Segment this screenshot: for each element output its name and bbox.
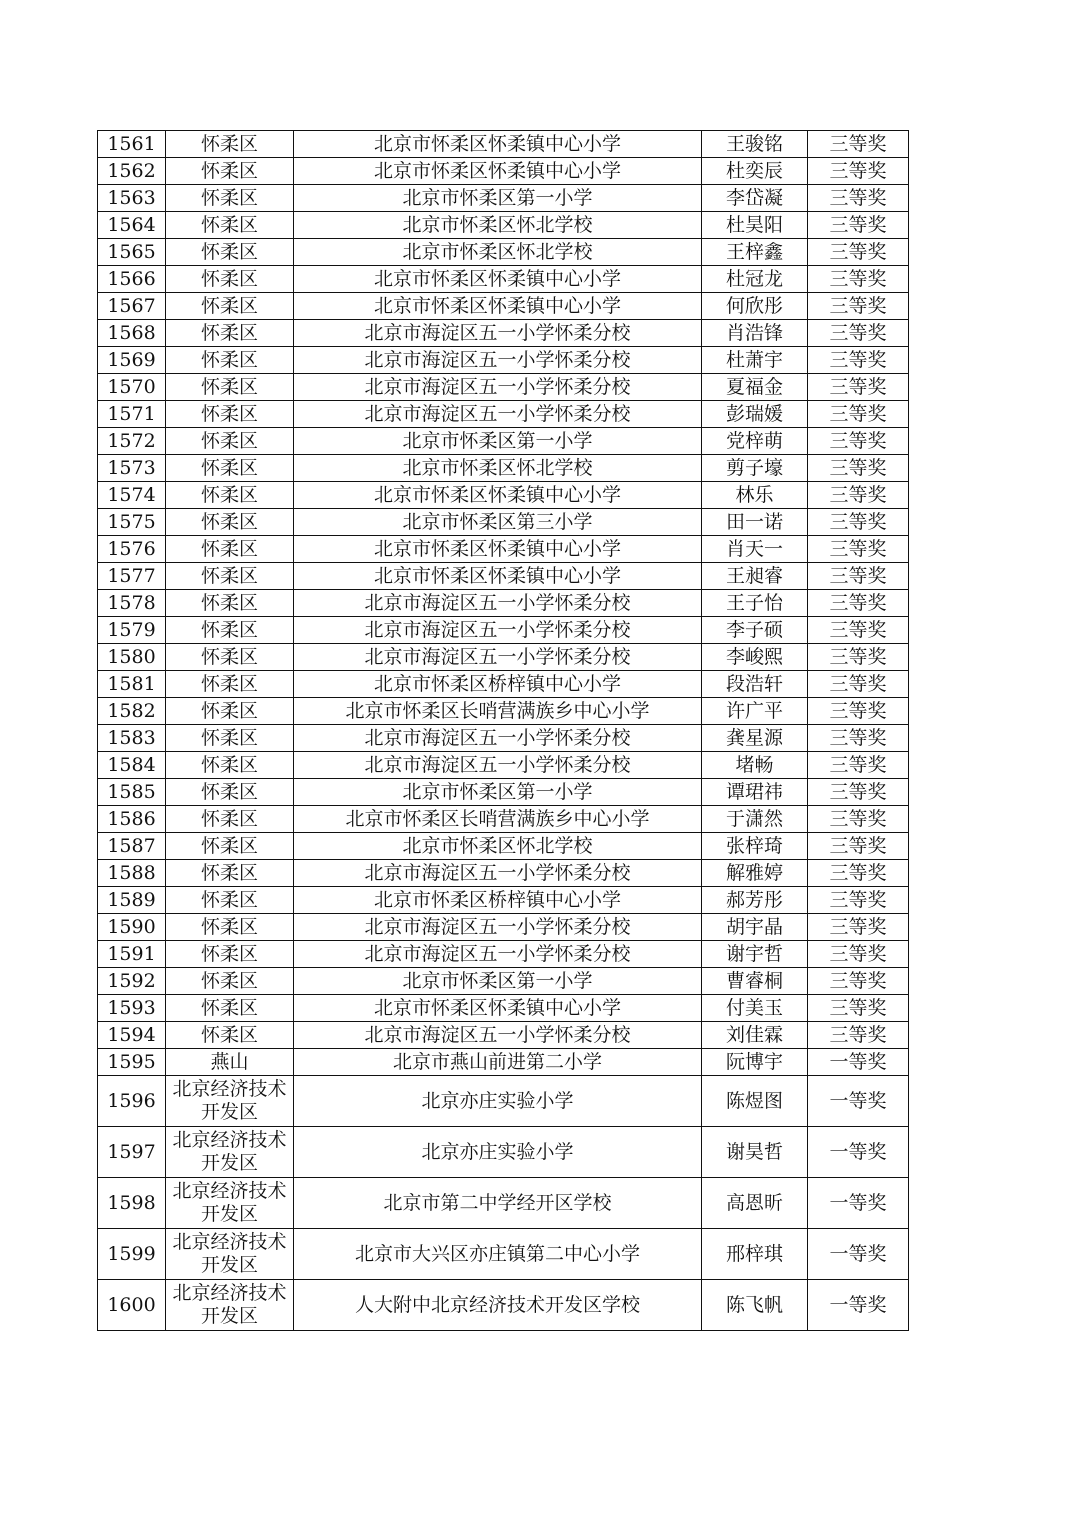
row-number-cell: 1573 [98, 455, 166, 482]
district-cell: 北京经济技术开发区 [166, 1178, 294, 1229]
row-number-cell: 1571 [98, 401, 166, 428]
school-cell: 北京亦庄实验小学 [294, 1127, 702, 1178]
table-row [98, 185, 909, 212]
award-cell: 三等奖 [808, 320, 909, 347]
district-cell: 怀柔区 [166, 428, 294, 455]
row-number-cell: 1592 [98, 968, 166, 995]
award-cell: 三等奖 [808, 995, 909, 1022]
row-number-cell: 1591 [98, 941, 166, 968]
school-cell: 北京市海淀区五一小学怀柔分校 [294, 914, 702, 941]
school-cell: 北京市怀柔区怀柔镇中心小学 [294, 158, 702, 185]
district-cell: 怀柔区 [166, 212, 294, 239]
row-number-cell: 1590 [98, 914, 166, 941]
row-number-cell: 1576 [98, 536, 166, 563]
school-cell: 北京市怀柔区怀柔镇中心小学 [294, 482, 702, 509]
school-cell: 北京市怀柔区怀北学校 [294, 455, 702, 482]
table-row [98, 644, 909, 671]
award-cell: 三等奖 [808, 860, 909, 887]
row-number-cell: 1569 [98, 347, 166, 374]
table-row [98, 1076, 909, 1127]
student-name-cell: 谭珺祎 [702, 779, 808, 806]
award-cell: 一等奖 [808, 1178, 909, 1229]
table-row [98, 914, 909, 941]
award-cell: 三等奖 [808, 374, 909, 401]
student-name-cell: 张梓琦 [702, 833, 808, 860]
school-cell: 北京亦庄实验小学 [294, 1076, 702, 1127]
student-name-cell: 于潇然 [702, 806, 808, 833]
school-cell: 北京市海淀区五一小学怀柔分校 [294, 320, 702, 347]
table-row [98, 212, 909, 239]
school-cell: 北京市第二中学经开区学校 [294, 1178, 702, 1229]
school-cell: 北京市怀柔区长哨营满族乡中心小学 [294, 806, 702, 833]
award-cell: 三等奖 [808, 401, 909, 428]
district-cell: 怀柔区 [166, 158, 294, 185]
student-name-cell: 付美玉 [702, 995, 808, 1022]
table-row [98, 779, 909, 806]
student-name-cell: 杜昊阳 [702, 212, 808, 239]
district-cell: 燕山 [166, 1049, 294, 1076]
award-cell: 一等奖 [808, 1049, 909, 1076]
award-cell: 三等奖 [808, 536, 909, 563]
row-number-cell: 1597 [98, 1127, 166, 1178]
row-number-cell: 1578 [98, 590, 166, 617]
row-number-cell: 1567 [98, 293, 166, 320]
row-number-cell: 1575 [98, 509, 166, 536]
school-cell: 北京市海淀区五一小学怀柔分校 [294, 617, 702, 644]
table-row [98, 509, 909, 536]
award-cell: 三等奖 [808, 644, 909, 671]
district-cell: 北京经济技术开发区 [166, 1076, 294, 1127]
district-cell: 怀柔区 [166, 752, 294, 779]
award-cell: 三等奖 [808, 617, 909, 644]
student-name-cell: 郝芳彤 [702, 887, 808, 914]
table-row [98, 941, 909, 968]
district-cell: 怀柔区 [166, 779, 294, 806]
district-cell: 怀柔区 [166, 1022, 294, 1049]
student-name-cell: 阮博宇 [702, 1049, 808, 1076]
school-cell: 北京市怀柔区桥梓镇中心小学 [294, 887, 702, 914]
student-name-cell: 李岱凝 [702, 185, 808, 212]
row-number-cell: 1574 [98, 482, 166, 509]
table-row [98, 401, 909, 428]
district-cell: 怀柔区 [166, 185, 294, 212]
district-cell: 怀柔区 [166, 482, 294, 509]
district-cell: 怀柔区 [166, 914, 294, 941]
district-cell: 北京经济技术开发区 [166, 1127, 294, 1178]
district-cell: 怀柔区 [166, 671, 294, 698]
row-number-cell: 1598 [98, 1178, 166, 1229]
row-number-cell: 1593 [98, 995, 166, 1022]
school-cell: 北京市怀柔区怀柔镇中心小学 [294, 536, 702, 563]
student-name-cell: 谢昊哲 [702, 1127, 808, 1178]
table-row [98, 536, 909, 563]
award-list-body [98, 131, 909, 1331]
district-cell: 怀柔区 [166, 617, 294, 644]
table-row [98, 752, 909, 779]
district-cell: 怀柔区 [166, 374, 294, 401]
award-cell: 三等奖 [808, 428, 909, 455]
school-cell: 北京市海淀区五一小学怀柔分校 [294, 401, 702, 428]
row-number-cell: 1568 [98, 320, 166, 347]
student-name-cell: 段浩轩 [702, 671, 808, 698]
school-cell: 北京市燕山前进第二小学 [294, 1049, 702, 1076]
row-number-cell: 1586 [98, 806, 166, 833]
student-name-cell: 陈飞帆 [702, 1280, 808, 1331]
student-name-cell: 李峻熙 [702, 644, 808, 671]
table-row [98, 1022, 909, 1049]
district-cell: 北京经济技术开发区 [166, 1280, 294, 1331]
award-cell: 三等奖 [808, 185, 909, 212]
student-name-cell: 彭瑞媛 [702, 401, 808, 428]
table-row [98, 239, 909, 266]
student-name-cell: 夏福金 [702, 374, 808, 401]
award-cell: 三等奖 [808, 293, 909, 320]
student-name-cell: 林乐 [702, 482, 808, 509]
table-row [98, 590, 909, 617]
student-name-cell: 肖浩锋 [702, 320, 808, 347]
district-cell: 怀柔区 [166, 833, 294, 860]
student-name-cell: 王子怡 [702, 590, 808, 617]
table-row [98, 374, 909, 401]
table-row [98, 347, 909, 374]
table-row [98, 428, 909, 455]
student-name-cell: 刘佳霖 [702, 1022, 808, 1049]
row-number-cell: 1589 [98, 887, 166, 914]
row-number-cell: 1579 [98, 617, 166, 644]
student-name-cell: 陈煜图 [702, 1076, 808, 1127]
school-cell: 北京市海淀区五一小学怀柔分校 [294, 347, 702, 374]
school-cell: 北京市海淀区五一小学怀柔分校 [294, 725, 702, 752]
school-cell: 北京市怀柔区第一小学 [294, 428, 702, 455]
award-cell: 三等奖 [808, 347, 909, 374]
award-cell: 三等奖 [808, 725, 909, 752]
award-cell: 三等奖 [808, 698, 909, 725]
row-number-cell: 1564 [98, 212, 166, 239]
school-cell: 北京市海淀区五一小学怀柔分校 [294, 941, 702, 968]
row-number-cell: 1563 [98, 185, 166, 212]
district-cell: 北京经济技术开发区 [166, 1229, 294, 1280]
award-cell: 三等奖 [808, 158, 909, 185]
row-number-cell: 1565 [98, 239, 166, 266]
school-cell: 北京市怀柔区怀柔镇中心小学 [294, 995, 702, 1022]
table-row [98, 158, 909, 185]
student-name-cell: 杜冠龙 [702, 266, 808, 293]
district-cell: 怀柔区 [166, 725, 294, 752]
award-cell: 三等奖 [808, 752, 909, 779]
student-name-cell: 许广平 [702, 698, 808, 725]
school-cell: 北京市怀柔区桥梓镇中心小学 [294, 671, 702, 698]
district-cell: 怀柔区 [166, 293, 294, 320]
district-cell: 怀柔区 [166, 698, 294, 725]
row-number-cell: 1585 [98, 779, 166, 806]
school-cell: 人大附中北京经济技术开发区学校 [294, 1280, 702, 1331]
award-cell: 三等奖 [808, 563, 909, 590]
district-cell: 怀柔区 [166, 644, 294, 671]
table-row [98, 455, 909, 482]
row-number-cell: 1570 [98, 374, 166, 401]
school-cell: 北京市海淀区五一小学怀柔分校 [294, 860, 702, 887]
school-cell: 北京市海淀区五一小学怀柔分校 [294, 752, 702, 779]
award-cell: 三等奖 [808, 482, 909, 509]
row-number-cell: 1562 [98, 158, 166, 185]
table-row [98, 860, 909, 887]
district-cell: 怀柔区 [166, 131, 294, 158]
district-cell: 怀柔区 [166, 239, 294, 266]
school-cell: 北京市怀柔区第一小学 [294, 968, 702, 995]
district-cell: 怀柔区 [166, 941, 294, 968]
table-row [98, 563, 909, 590]
row-number-cell: 1595 [98, 1049, 166, 1076]
award-cell: 三等奖 [808, 941, 909, 968]
student-name-cell: 王梓鑫 [702, 239, 808, 266]
district-cell: 怀柔区 [166, 887, 294, 914]
row-number-cell: 1599 [98, 1229, 166, 1280]
district-cell: 怀柔区 [166, 860, 294, 887]
district-cell: 怀柔区 [166, 563, 294, 590]
row-number-cell: 1577 [98, 563, 166, 590]
award-cell: 三等奖 [808, 887, 909, 914]
student-name-cell: 田一诺 [702, 509, 808, 536]
award-cell: 三等奖 [808, 968, 909, 995]
school-cell: 北京市怀柔区怀柔镇中心小学 [294, 266, 702, 293]
table-row [98, 320, 909, 347]
school-cell: 北京市大兴区亦庄镇第二中心小学 [294, 1229, 702, 1280]
row-number-cell: 1582 [98, 698, 166, 725]
award-cell: 三等奖 [808, 914, 909, 941]
district-cell: 怀柔区 [166, 455, 294, 482]
award-cell: 三等奖 [808, 131, 909, 158]
district-cell: 怀柔区 [166, 401, 294, 428]
table-row [98, 1049, 909, 1076]
table-row [98, 806, 909, 833]
table-row [98, 293, 909, 320]
district-cell: 怀柔区 [166, 806, 294, 833]
award-cell: 一等奖 [808, 1076, 909, 1127]
student-name-cell: 胡宇晶 [702, 914, 808, 941]
award-list-table [97, 130, 909, 1331]
award-cell: 三等奖 [808, 806, 909, 833]
school-cell: 北京市海淀区五一小学怀柔分校 [294, 644, 702, 671]
student-name-cell: 肖天一 [702, 536, 808, 563]
table-row [98, 833, 909, 860]
student-name-cell: 杜萧宇 [702, 347, 808, 374]
school-cell: 北京市怀柔区怀北学校 [294, 833, 702, 860]
row-number-cell: 1580 [98, 644, 166, 671]
student-name-cell: 何欣彤 [702, 293, 808, 320]
school-cell: 北京市怀柔区怀北学校 [294, 212, 702, 239]
student-name-cell: 龚星源 [702, 725, 808, 752]
school-cell: 北京市海淀区五一小学怀柔分校 [294, 590, 702, 617]
table-row [98, 995, 909, 1022]
school-cell: 北京市怀柔区长哨营满族乡中心小学 [294, 698, 702, 725]
award-cell: 一等奖 [808, 1127, 909, 1178]
student-name-cell: 王骏铭 [702, 131, 808, 158]
award-cell: 三等奖 [808, 833, 909, 860]
student-name-cell: 李子硕 [702, 617, 808, 644]
table-row [98, 887, 909, 914]
district-cell: 怀柔区 [166, 320, 294, 347]
table-row [98, 1229, 909, 1280]
district-cell: 怀柔区 [166, 509, 294, 536]
row-number-cell: 1588 [98, 860, 166, 887]
student-name-cell: 党梓萌 [702, 428, 808, 455]
school-cell: 北京市海淀区五一小学怀柔分校 [294, 374, 702, 401]
table-row [98, 1178, 909, 1229]
row-number-cell: 1587 [98, 833, 166, 860]
table-row [98, 725, 909, 752]
district-cell: 怀柔区 [166, 266, 294, 293]
school-cell: 北京市怀柔区怀柔镇中心小学 [294, 131, 702, 158]
table-row [98, 1280, 909, 1331]
district-cell: 怀柔区 [166, 968, 294, 995]
award-cell: 一等奖 [808, 1229, 909, 1280]
row-number-cell: 1596 [98, 1076, 166, 1127]
row-number-cell: 1561 [98, 131, 166, 158]
award-cell: 三等奖 [808, 1022, 909, 1049]
row-number-cell: 1566 [98, 266, 166, 293]
school-cell: 北京市怀柔区怀柔镇中心小学 [294, 563, 702, 590]
district-cell: 怀柔区 [166, 590, 294, 617]
row-number-cell: 1584 [98, 752, 166, 779]
student-name-cell: 曹睿桐 [702, 968, 808, 995]
school-cell: 北京市怀柔区怀柔镇中心小学 [294, 293, 702, 320]
student-name-cell: 王昶睿 [702, 563, 808, 590]
student-name-cell: 解雅婷 [702, 860, 808, 887]
student-name-cell: 堵畅 [702, 752, 808, 779]
award-cell: 一等奖 [808, 1280, 909, 1331]
table-row [98, 968, 909, 995]
row-number-cell: 1581 [98, 671, 166, 698]
school-cell: 北京市怀柔区第三小学 [294, 509, 702, 536]
school-cell: 北京市海淀区五一小学怀柔分校 [294, 1022, 702, 1049]
award-cell: 三等奖 [808, 266, 909, 293]
table-row [98, 266, 909, 293]
student-name-cell: 杜奕辰 [702, 158, 808, 185]
award-cell: 三等奖 [808, 239, 909, 266]
award-cell: 三等奖 [808, 590, 909, 617]
table-row [98, 131, 909, 158]
student-name-cell: 剪子壕 [702, 455, 808, 482]
row-number-cell: 1600 [98, 1280, 166, 1331]
student-name-cell: 邢梓琪 [702, 1229, 808, 1280]
table-row [98, 482, 909, 509]
district-cell: 怀柔区 [166, 536, 294, 563]
school-cell: 北京市怀柔区怀北学校 [294, 239, 702, 266]
row-number-cell: 1594 [98, 1022, 166, 1049]
award-cell: 三等奖 [808, 509, 909, 536]
row-number-cell: 1583 [98, 725, 166, 752]
award-cell: 三等奖 [808, 455, 909, 482]
district-cell: 怀柔区 [166, 347, 294, 374]
table-row [98, 617, 909, 644]
table-row [98, 698, 909, 725]
award-cell: 三等奖 [808, 671, 909, 698]
school-cell: 北京市怀柔区第一小学 [294, 185, 702, 212]
award-cell: 三等奖 [808, 779, 909, 806]
row-number-cell: 1572 [98, 428, 166, 455]
table-row [98, 1127, 909, 1178]
student-name-cell: 高恩昕 [702, 1178, 808, 1229]
school-cell: 北京市怀柔区第一小学 [294, 779, 702, 806]
student-name-cell: 谢宇哲 [702, 941, 808, 968]
award-cell: 三等奖 [808, 212, 909, 239]
table-row [98, 671, 909, 698]
district-cell: 怀柔区 [166, 995, 294, 1022]
